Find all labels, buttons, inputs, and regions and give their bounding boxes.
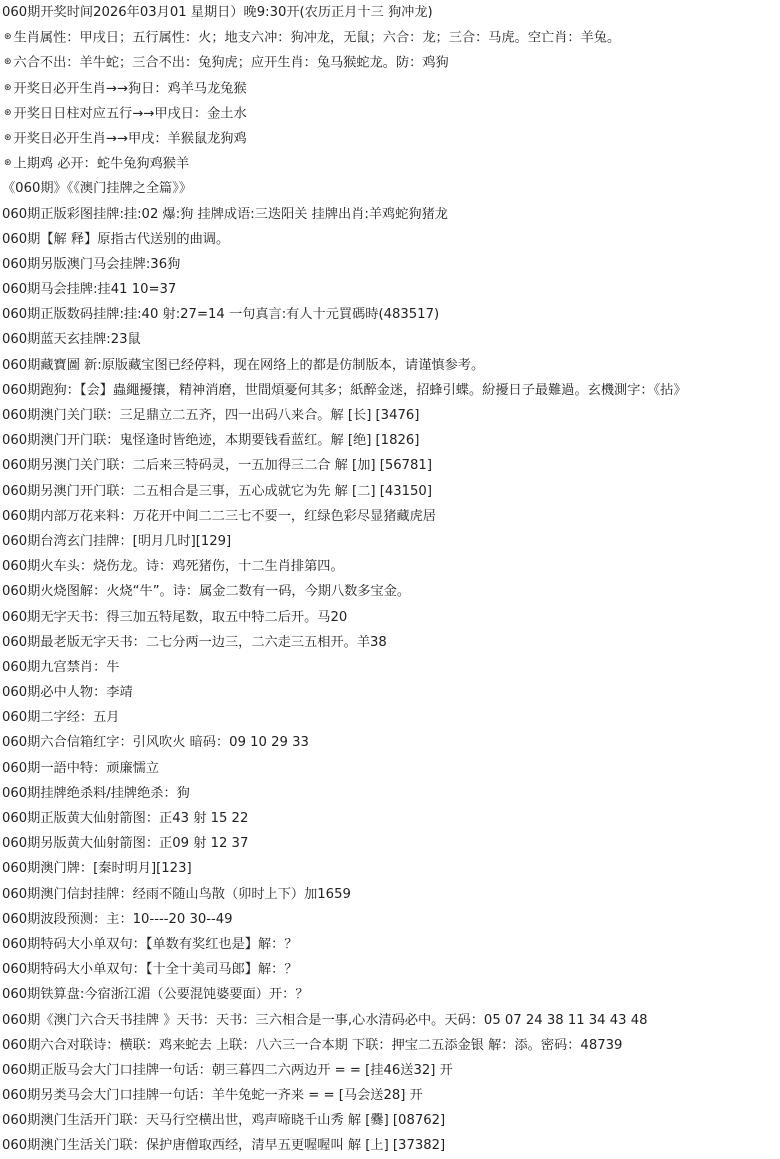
- line-text: 生肖属性：甲戌日；五行属性：火；地支六冲：狗冲龙，无鼠；六合：龙；三合：马虎。空亡肖：羊兔。: [13, 30, 621, 46]
- text-line: [0, 856, 780, 881]
- text-line: [0, 50, 780, 75]
- text-line: [0, 25, 780, 50]
- text-line: [0, 1008, 780, 1033]
- line-text: 《060期》《《澳门挂牌之全篇》》: [2, 181, 192, 197]
- text-line: [0, 327, 780, 352]
- line-text: 060期挂牌绝杀料/挂牌绝杀：狗: [2, 785, 190, 801]
- text-line: [0, 252, 780, 277]
- line-text: 060期一語中特：顽廉懦立: [2, 760, 160, 776]
- line-text: 060期内部万花来料：万花开中间二二三七不要一，红绿色彩尽显猪藏虎居: [2, 508, 436, 524]
- text-line: [0, 76, 780, 101]
- text-line: [0, 479, 780, 504]
- text-line: [0, 403, 780, 428]
- line-text: 060期《澳门六合天书挂牌 》天书：天书：三六相合是一事,心水清码必中。天码：05 07 24 38 11 34 43 48: [2, 1012, 648, 1028]
- line-text: 六合不出：羊牛蛇；三合不出：兔狗虎；应开生肖：兔马猴蛇龙。防：鸡狗: [13, 55, 449, 71]
- text-line: [0, 554, 780, 579]
- line-text: 060期开奖时间2026年03月01 星期日）晚9:30开(农历正月十三 狗冲龙): [2, 5, 433, 20]
- bullet-icon: ⊛: [4, 107, 12, 118]
- line-text: 060期另澳门开门联：二五相合是三事，五心成就它为先 解 [二] [43150]: [2, 483, 432, 499]
- line-text: 060期正版马会大门口挂牌一句话：朝三暮四二六两边开 = = [挂46送32] 开: [2, 1062, 453, 1078]
- text-line: [0, 730, 780, 755]
- text-line: [0, 756, 780, 781]
- text-line: [0, 428, 780, 453]
- text-line: [0, 176, 780, 201]
- line-text: 060期澳门信封挂牌：经雨不随山鸟散（卯时上下）加1659: [2, 886, 351, 902]
- line-text: 060期火烧图解：火烧“牛”。诗：属金二数有一码，今期八数多宝金。: [2, 584, 411, 600]
- text-line: [0, 680, 780, 705]
- text-line: [0, 1133, 780, 1158]
- text-line: [0, 579, 780, 604]
- line-text: 060期正版数码挂牌:挂:40 射:27=14 一句真言:有人十元買碼時(483517): [2, 307, 440, 323]
- text-line: [0, 302, 780, 327]
- text-line: [0, 806, 780, 831]
- text-line: [0, 504, 780, 529]
- text-line: [0, 705, 780, 730]
- text-line: [0, 932, 780, 957]
- text-line: [0, 202, 780, 227]
- text-line: [0, 0, 780, 25]
- text-line: [0, 982, 780, 1007]
- line-text: 060期火车头：烧伤龙。诗：鸡死猪伤，十二生肖排第四。: [2, 559, 344, 575]
- line-text: 060期九宫禁肖：牛: [2, 659, 120, 675]
- line-text: 开奖日日柱对应五行→→甲戌日：金土水: [13, 106, 247, 122]
- text-line: [0, 353, 780, 378]
- text-line: [0, 453, 780, 478]
- line-text: 060期澳门牌：[秦时明月][123]: [2, 861, 192, 877]
- line-text: 开奖日必开生肖→→狗日：鸡羊马龙兔猴: [13, 81, 247, 97]
- line-text: 060期必中人物：李靖: [2, 685, 133, 701]
- text-line: [0, 126, 780, 151]
- text-line: [0, 605, 780, 630]
- line-text: 060期波段预测：主：10----20 30--49: [2, 911, 233, 927]
- text-line: [0, 1108, 780, 1133]
- line-text: 060期铁算盘:今宿浙江湄（公要混饨婆要面）开：？: [2, 987, 309, 1003]
- text-line: [0, 277, 780, 302]
- text-line: [0, 227, 780, 252]
- line-text: 060期最老版无字天书：二七分两一边三，二六走三五相开。羊38: [2, 634, 387, 650]
- line-text: 060期另类马会大门口挂牌一句话：羊牛兔蛇一齐来 = = [马会送28] 开: [2, 1088, 423, 1104]
- line-text: 060期特码大小单双句：【十全十美司马郎】解：？: [2, 962, 298, 978]
- line-text: 060期另版黄大仙射箭图：正09 射 12 37: [2, 836, 249, 852]
- text-line: [0, 882, 780, 907]
- text-line: [0, 907, 780, 932]
- text-line: [0, 630, 780, 655]
- text-line: [0, 151, 780, 176]
- bullet-icon: ⊛: [4, 82, 12, 93]
- text-line: [0, 1033, 780, 1058]
- text-line: [0, 1083, 780, 1108]
- line-text: 060期二字经：五月: [2, 710, 120, 726]
- line-text: 060期澳门关门联：三足鼎立二五齐，四一出码八来合。解 [长] [3476]: [2, 408, 420, 423]
- line-text: 060期正版彩图挂牌:挂:02 爆:狗 挂牌成语:三迭阳关 挂牌出肖:羊鸡蛇狗猪龙: [2, 206, 448, 222]
- line-text: 060期【解 释】原指古代送别的曲调。: [2, 231, 230, 247]
- bullet-icon: ⊛: [4, 32, 12, 43]
- line-text: 060期六合对联诗：横联：鸡来蛇去 上联：八六三一合本期 下联：押宝二五添金银 解：添。密码：48739: [2, 1037, 623, 1053]
- bullet-icon: ⊛: [4, 132, 12, 143]
- line-text: 060期跑狗：【会】蟲繩擾攘，精神消磨，世間煩憂何其多；紙醉金迷，招蜂引蝶。紛擾日子最難過。玄機測字：《拈》: [2, 382, 687, 398]
- line-text: 060期台湾玄门挂牌：[明月几时][129]: [2, 533, 232, 549]
- line-text: 060期澳门开门联：鬼怪逢时皆绝迹，本期要钱看蓝红。解 [绝] [1826]: [2, 433, 420, 449]
- bullet-icon: ⊛: [4, 158, 12, 169]
- text-line: [0, 655, 780, 680]
- text-line: [0, 378, 780, 403]
- text-line: [0, 781, 780, 806]
- line-text: 060期六合信箱红字：引风吹火 暗码：09 10 29 33: [2, 735, 309, 751]
- bullet-icon: ⊛: [4, 57, 12, 68]
- line-text: 060期澳门生活关门联：保护唐僧取西经，清早五更喔喔叫 解 [上] [37382]: [2, 1138, 446, 1154]
- line-text: 060期另版澳门马会挂牌:36狗: [2, 256, 181, 272]
- text-line: [0, 529, 780, 554]
- line-text: 060期正版黄大仙射箭图：正43 射 15 22: [2, 811, 249, 826]
- line-text: 060期另澳门关门联：二后来三特码灵，一五加得三二合 解 [加] [56781]: [2, 458, 432, 474]
- line-text: 060期藏寶圖 新:原版藏宝图已经停料，现在网络上的都是仿制版本，请谨慎参考。: [2, 357, 485, 373]
- line-text: 060期马会挂牌:挂41 10=37: [2, 282, 177, 298]
- text-line: [0, 831, 780, 856]
- line-text: 060期澳门生活开门联：天马行空横出世，鸡声啼晓千山秀 解 [爨] [08762]: [2, 1113, 446, 1129]
- text-line: [0, 957, 780, 982]
- text-line: [0, 1058, 780, 1083]
- line-text: 060期特码大小单双句：【单数有奖红也是】解：？: [2, 936, 298, 952]
- line-text: 060期蓝天玄挂牌:23鼠: [2, 332, 141, 348]
- text-line: [0, 101, 780, 126]
- line-text: 上期鸡 必开：蛇牛兔狗鸡猴羊: [13, 156, 190, 172]
- line-text: 开奖日必开生肖→→甲戌：羊猴鼠龙狗鸡: [13, 131, 247, 147]
- line-text: 060期无字天书：得三加五特尾数，取五中特二后开。马20: [2, 609, 348, 625]
